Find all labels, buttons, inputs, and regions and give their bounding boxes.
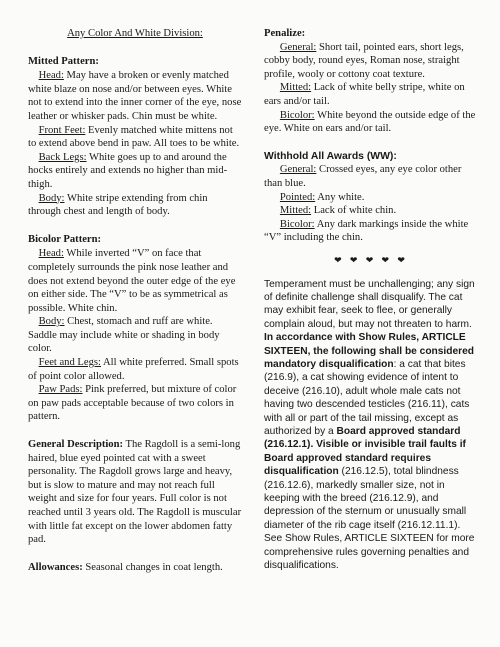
withhold-bicolor-label: Bicolor: bbox=[279, 218, 315, 230]
bicolor-paw-pads bbox=[28, 383, 242, 424]
bicolor-feet-label: Feet and Legs: bbox=[38, 357, 101, 369]
penalize-general bbox=[264, 41, 478, 82]
heart-icon: ❤ bbox=[334, 254, 345, 265]
allowances-label: Allowances: bbox=[28, 561, 83, 573]
temperament-text-3: (216.12.5), total blindness (216.12.6), markedly smaller size, not in keeping with the breed (216.12.9), and depression of the sternum or unusually small diameter of the rib cage itself (216.12.11.1). See Show Rules, ARTICLE SIXTEEN for more comprehensive rules governing penalties and disqualifications. bbox=[264, 466, 475, 572]
withhold-general bbox=[264, 163, 478, 190]
mitted-front-feet bbox=[28, 124, 242, 151]
heart-icon: ❤ bbox=[365, 254, 377, 265]
heart-divider bbox=[264, 254, 478, 268]
mitted-head-label: Head: bbox=[38, 70, 64, 82]
mitted-back-legs bbox=[28, 151, 242, 192]
bicolor-body-text: Chest, stomach and ruff are white. Saddle may include white or shading in body color. bbox=[28, 316, 220, 355]
temperament-bold-1: In accordance with Show Rules, ARTICLE SIXTEEN, the following shall be considered mandatory disqualification bbox=[264, 332, 475, 370]
bicolor-heading: Bicolor Pattern: bbox=[28, 233, 102, 245]
withhold-heading: Withhold All Awards (WW): bbox=[264, 150, 397, 162]
mitted-back-label: Back Legs: bbox=[38, 151, 87, 163]
withhold-pointed-text: Any white. bbox=[315, 191, 365, 203]
mitted-back-text: White goes up to and around the hocks entirely and extends no higher than mid-thigh. bbox=[28, 151, 228, 190]
withhold-mitted bbox=[264, 204, 478, 218]
bicolor-paw-label: Paw Pads: bbox=[38, 384, 83, 396]
bicolor-feet bbox=[28, 356, 242, 383]
heart-icon: ❤ bbox=[381, 254, 393, 265]
withhold-mitted-label: Mitted: bbox=[279, 205, 312, 217]
bicolor-body bbox=[28, 315, 242, 356]
penalize-mitted-label: Mitted: bbox=[279, 82, 312, 94]
temperament-text-1: Temperament must be unchallenging; any sign of definite challenge shall disqualify. The cat may exhibit fear, seek to flee, or generally complain aloud, but may not threaten to harm. bbox=[264, 278, 475, 330]
penalize-general-text: Short tail, pointed ears, short legs, cobby body, round eyes, Roman nose, straight profile, wooly or cottony coat texture. bbox=[264, 41, 464, 80]
penalize-bicolor bbox=[264, 109, 478, 136]
withhold-pointed bbox=[264, 191, 478, 205]
penalize-mitted-text: Lack of white belly stripe, white on ears and/or tail. bbox=[264, 82, 465, 107]
allowances bbox=[28, 561, 242, 575]
right-column bbox=[264, 27, 478, 572]
mitted-head bbox=[28, 69, 242, 123]
bicolor-paw-text: Pink preferred, but mixture of color on paw pads acceptable because of two colors in pattern. bbox=[28, 384, 237, 423]
bicolor-body-label: Body: bbox=[38, 316, 65, 328]
mitted-head-text: May have a broken or evenly matched white blaze on nose and/or between eyes. White not to extend into the inner corner of the eye, nose leather or whisker pads. Chin must be white. bbox=[28, 70, 242, 122]
withhold-bicolor-text: Any dark markings inside the white “V” including the chin. bbox=[264, 218, 469, 244]
left-column bbox=[28, 27, 242, 574]
mitted-front-label: Front Feet: bbox=[38, 124, 86, 136]
heart-icon: ❤ bbox=[349, 254, 361, 265]
penalize-heading: Penalize: bbox=[264, 28, 306, 39]
bicolor-head-text: While inverted “V” on face that completely surrounds the pink nose leather and does not extend beyond the outer edge of the eye on either side. The “V” to be as symmetrical as possible. White chin. bbox=[28, 248, 236, 314]
division-title: Any Color And White Division: bbox=[67, 28, 203, 39]
mitted-body-text: White stripe extending from chin through chest and length of body. bbox=[28, 192, 208, 218]
withhold-mitted-text: Lack of white chin. bbox=[311, 205, 397, 217]
bicolor-head bbox=[28, 247, 242, 315]
general-description-label: General Description: bbox=[28, 439, 124, 451]
allowances-text: Seasonal changes in coat length. bbox=[82, 561, 223, 573]
penalize-bicolor-text: White beyond the outside edge of the eye. White on ears and/or tail. bbox=[264, 109, 476, 135]
penalize-general-label: General: bbox=[279, 41, 317, 53]
mitted-body bbox=[28, 192, 242, 219]
penalize-mitted bbox=[264, 81, 478, 108]
mitted-heading: Mitted Pattern: bbox=[28, 55, 99, 67]
penalize-bicolor-label: Bicolor: bbox=[279, 109, 315, 121]
temperament-paragraph bbox=[264, 278, 478, 573]
general-description-text: The Ragdoll is a semi-long haired, blue eyed pointed cat with a sweet personality. The Ragdoll grows large and heavy, but is slow to mature and may not reach full weight and size for four years. Full color is not reached until 3 years old. The Ragdoll is muscular with little fat except on the lower abdomen fatty pad. bbox=[28, 439, 242, 546]
heart-icon: ❤ bbox=[397, 254, 408, 265]
withhold-general-text: Crossed eyes, any eye color other than blue. bbox=[264, 164, 462, 189]
bicolor-feet-text: All white preferred. Small spots of point color allowed. bbox=[28, 357, 239, 382]
withhold-bicolor bbox=[264, 218, 478, 245]
bicolor-head-label: Head: bbox=[38, 248, 64, 260]
temperament-text-2: : a cat that bites (216.9), a cat showing evidence of intent to deceive (216.10), adult whole male cats not having two descended testicles (216.11), cats with all or part of the tail missing, except as authorized by a bbox=[264, 358, 470, 437]
mitted-body-label: Body: bbox=[38, 192, 65, 204]
general-description bbox=[28, 438, 242, 547]
mitted-front-text: Evenly matched white mittens not to extend above bend in paw. All toes to be white. bbox=[28, 124, 240, 150]
withhold-general-label: General: bbox=[279, 164, 317, 176]
withhold-pointed-label: Pointed: bbox=[279, 191, 316, 203]
temperament-bold-2: Board approved standard (216.12.1). Visible or invisible trail faults if Board approved standard requires disqualification bbox=[264, 425, 466, 478]
